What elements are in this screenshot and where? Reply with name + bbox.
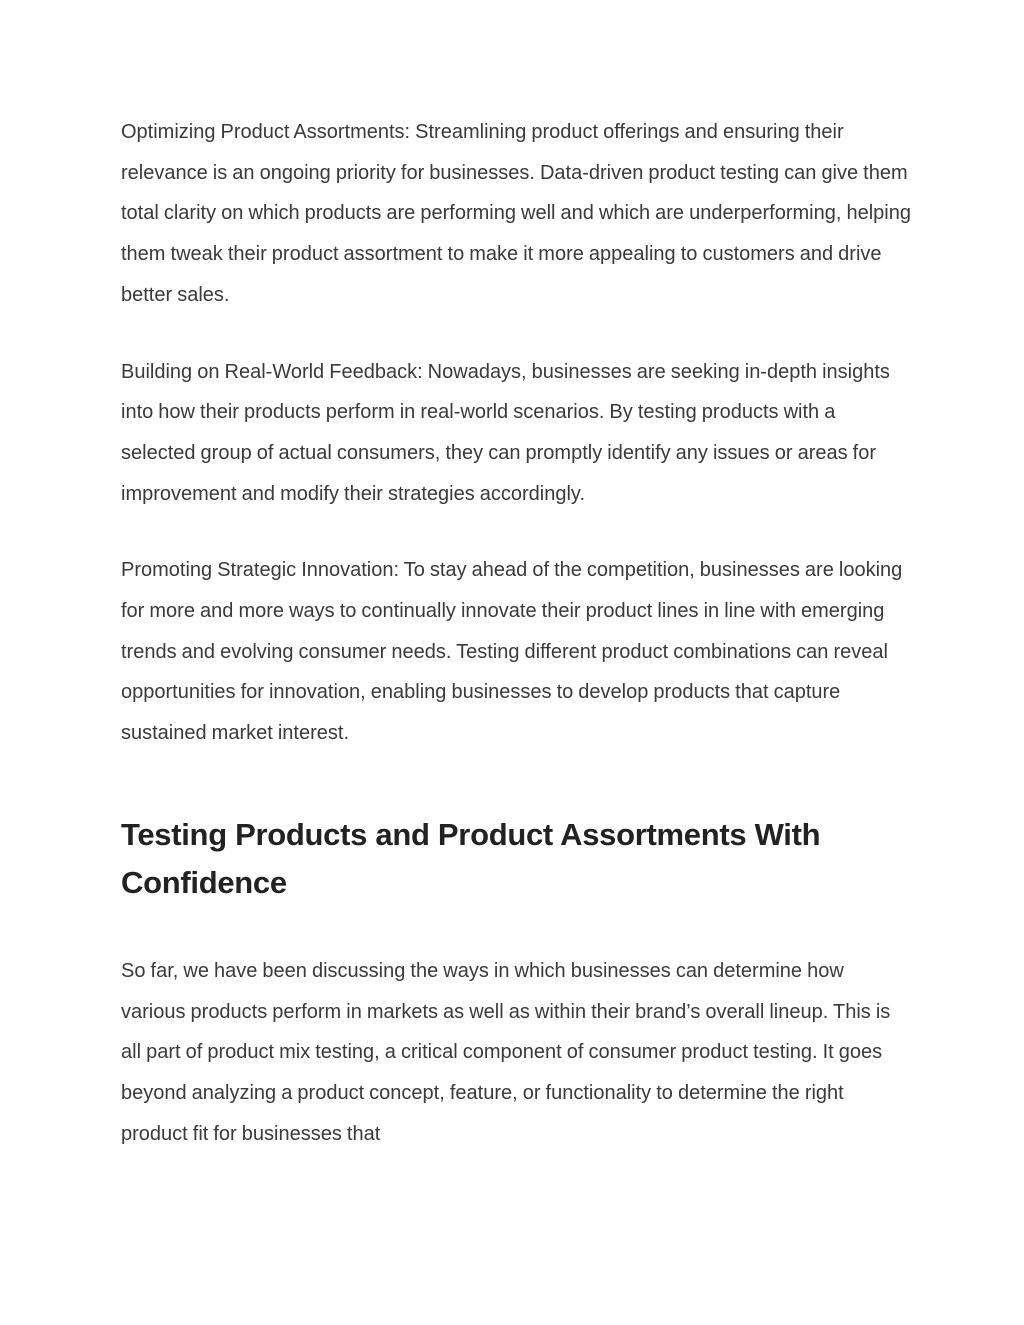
paragraph-real-world-feedback: Building on Real-World Feedback: Nowadays, businesses are seeking in-depth insights into how their products perform in real-world scenarios. By testing products with a selected group of actual consumers, they can promptly identify any issues or areas for improvement and modify their strategies accordingly. [121, 360, 890, 505]
paragraph-strategic-innovation: Promoting Strategic Innovation: To stay ahead of the competition, businesses are looking for more and more ways to continually innovate their product lines in line with emerging trends and evolving consumer needs. Testing different product combinations can reveal opportunities for innovation, enabling businesses to develop products that capture sustained market interest. [121, 559, 903, 745]
document-page [121, 112, 911, 1154]
paragraph-optimizing-product-assortments: Optimizing Product Assortments: Streamlining product offerings and ensuring their relevance is an ongoing priority for businesses. Data-driven product testing can give them total clarity on which products are performing well and which are underperforming, helping them tweak their product assortment to make it more appealing to customers and drive better sales. [121, 121, 911, 306]
section-heading: Testing Products and Product Assortments With Confidence [121, 816, 821, 900]
paragraph-product-mix-testing: So far, we have been discussing the ways in which businesses can determine how various products perform in markets as well as within their brand’s overall lineup. This is all part of product mix testing, a critical component of consumer product testing. It goes beyond analyzing a product concept, feature, or functionality to determine the right product fit for businesses that [121, 959, 891, 1145]
